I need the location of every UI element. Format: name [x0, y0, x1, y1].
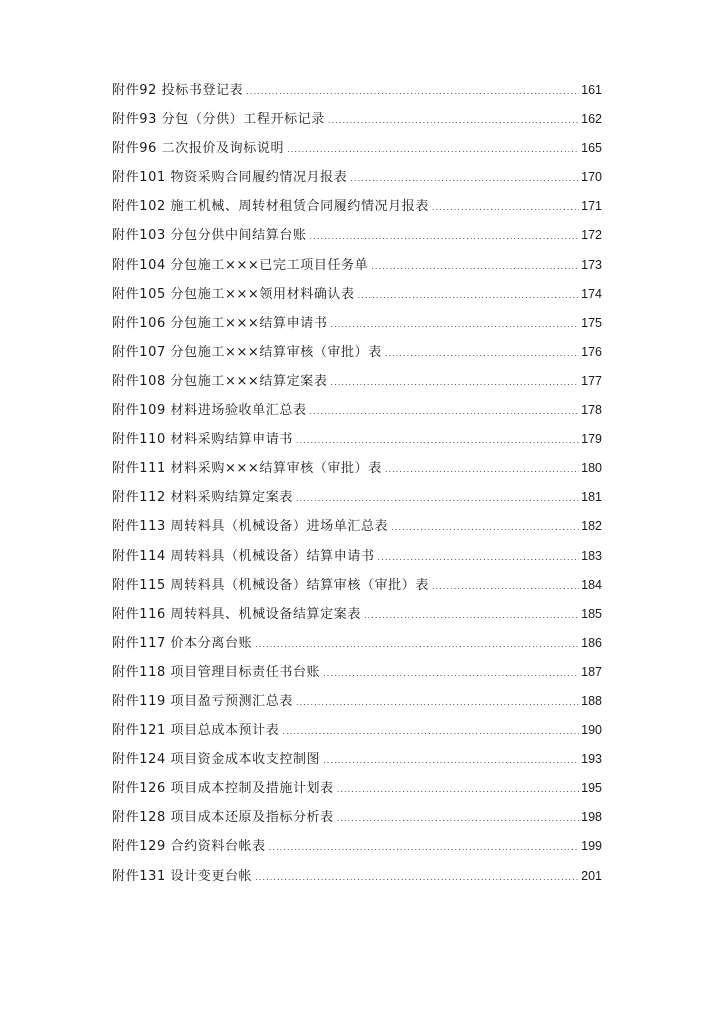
toc-leader-dots [385, 339, 579, 368]
toc-entry-title: 附件113 周转料具（机械设备）进场单汇总表 [112, 519, 389, 535]
toc-entry-title: 附件92 投标书登记表 [112, 83, 244, 98]
toc-entry[interactable] [112, 454, 602, 483]
toc-entry-page: 177 [581, 373, 602, 388]
toc-entry[interactable] [112, 687, 602, 716]
toc-entry[interactable] [112, 309, 602, 338]
toc-entry-page: 201 [581, 868, 602, 883]
toc-entry-page: 185 [581, 606, 602, 621]
toc-leader-dots [310, 397, 580, 426]
toc-entry-page: 162 [581, 112, 602, 127]
toc-entry[interactable] [112, 338, 602, 367]
toc-entry-title: 附件124 项目资金成本收支控制图 [112, 752, 321, 768]
toc-entry-title: 附件118 项目管理目标责任书台账 [112, 664, 321, 680]
toc-entry-title: 附件112 材料采购结算定案表 [112, 490, 293, 506]
toc-entry-title: 附件109 材料进场验收单汇总表 [112, 403, 307, 419]
toc-leader-dots [255, 863, 579, 892]
toc-leader-dots [323, 746, 579, 775]
toc-leader-dots [432, 572, 579, 601]
toc-entry-page: 174 [581, 286, 602, 301]
toc-entry-title: 附件119 项目盈亏预测汇总表 [112, 693, 293, 709]
toc-leader-dots [432, 193, 579, 222]
toc-entry-page: 172 [581, 228, 602, 243]
toc-leader-dots [330, 368, 579, 397]
toc-entry-title: 附件101 物资采购合同履约情况月报表 [112, 170, 348, 186]
toc-entry-page: 165 [581, 141, 602, 156]
toc-leader-dots [328, 106, 579, 135]
toc-entry-page: 195 [581, 781, 602, 796]
toc-entry-title: 附件110 材料采购结算申请书 [112, 432, 293, 448]
toc-leader-dots [330, 310, 579, 339]
toc-entry-page: 180 [581, 461, 602, 476]
toc-entry-title: 附件96 二次报价及询标说明 [112, 141, 285, 157]
toc-leader-dots [246, 77, 579, 106]
toc-entry-page: 173 [581, 257, 602, 272]
toc-entry-page: 183 [581, 548, 602, 563]
toc-entry-page: 181 [581, 490, 602, 505]
toc-entry-title: 附件104 分包施工×××已完工项目任务单 [112, 257, 369, 273]
toc-entry[interactable] [112, 716, 602, 745]
toc-entry-title: 附件111 材料采购×××结算审核（审批）表 [112, 461, 382, 477]
toc-entry[interactable] [112, 862, 602, 891]
toc-entry[interactable] [112, 542, 602, 571]
toc-entry-page: 198 [581, 810, 602, 825]
toc-entry[interactable] [112, 280, 602, 309]
toc-leader-dots [378, 543, 580, 572]
toc-entry-page: 199 [581, 839, 602, 854]
toc-leader-dots [255, 630, 579, 659]
toc-entry-title: 附件126 项目成本控制及措施计划表 [112, 781, 334, 797]
toc-entry-page: 188 [581, 693, 602, 708]
toc-leader-dots [337, 804, 579, 833]
toc-leader-dots [310, 222, 580, 251]
toc-entry-page: 182 [581, 519, 602, 534]
toc-entry-title: 附件93 分包（分供）工程开标记录 [112, 112, 325, 128]
toc-leader-dots [364, 601, 579, 630]
toc-entry[interactable] [112, 745, 602, 774]
toc-entry-page: 190 [581, 723, 602, 738]
toc-entry[interactable] [112, 396, 602, 425]
toc-entry[interactable] [112, 512, 602, 541]
toc-entry-title: 附件108 分包施工×××结算定案表 [112, 373, 328, 389]
toc-leader-dots [287, 135, 579, 164]
toc-entry[interactable] [112, 105, 602, 134]
toc-entry-page: 171 [581, 199, 602, 214]
toc-entry-title: 附件115 周转料具（机械设备）结算审核（审批）表 [112, 577, 429, 593]
toc-entry[interactable] [112, 251, 602, 280]
toc-leader-dots [337, 775, 579, 804]
toc-entry-page: 187 [581, 664, 602, 679]
toc-leader-dots [350, 164, 579, 193]
toc-leader-dots [391, 513, 579, 542]
toc-entry[interactable] [112, 425, 602, 454]
toc-entry[interactable] [112, 571, 602, 600]
toc-leader-dots [371, 252, 579, 281]
toc-entry[interactable] [112, 600, 602, 629]
toc-entry[interactable] [112, 221, 602, 250]
toc-leader-dots [296, 426, 579, 455]
toc-entry[interactable] [112, 134, 602, 163]
toc-entry[interactable] [112, 76, 602, 105]
toc-entry-title: 附件102 施工机械、周转材租赁合同履约情况月报表 [112, 199, 429, 215]
toc-leader-dots [296, 484, 579, 513]
toc-entry[interactable] [112, 832, 602, 861]
toc-entry-title: 附件128 项目成本还原及指标分析表 [112, 810, 334, 826]
toc-entry-page: 176 [581, 344, 602, 359]
toc-entry[interactable] [112, 367, 602, 396]
toc-entry[interactable] [112, 483, 602, 512]
toc-entry[interactable] [112, 192, 602, 221]
toc-entry-page: 170 [581, 170, 602, 185]
toc-entry[interactable] [112, 629, 602, 658]
toc-entry-page: 161 [581, 83, 602, 97]
table-of-contents [112, 76, 602, 891]
toc-entry-page: 186 [581, 635, 602, 650]
toc-entry[interactable] [112, 774, 602, 803]
toc-leader-dots [358, 281, 580, 310]
toc-leader-dots [282, 717, 579, 746]
toc-entry-page: 175 [581, 315, 602, 330]
toc-entry[interactable] [112, 163, 602, 192]
toc-entry-title: 附件121 项目总成本预计表 [112, 723, 280, 739]
toc-entry-title: 附件106 分包施工×××结算申请书 [112, 315, 328, 331]
toc-leader-dots [385, 455, 579, 484]
toc-entry[interactable] [112, 803, 602, 832]
toc-entry-title: 附件117 价本分离台账 [112, 635, 253, 651]
toc-entry-page: 193 [581, 752, 602, 767]
toc-entry-title: 附件131 设计变更台帐 [112, 868, 253, 884]
toc-entry-title: 附件105 分包施工×××领用材料确认表 [112, 286, 355, 302]
toc-entry-title: 附件107 分包施工×××结算审核（审批）表 [112, 344, 382, 360]
toc-entry-title: 附件114 周转料具（机械设备）结算申请书 [112, 548, 375, 564]
toc-entry-page: 179 [581, 432, 602, 447]
toc-entry-page: 178 [581, 403, 602, 418]
toc-entry-title: 附件116 周转料具、机械设备结算定案表 [112, 606, 361, 622]
toc-entry-title: 附件129 合约资料台帐表 [112, 839, 266, 855]
toc-leader-dots [269, 833, 579, 862]
toc-entry-title: 附件103 分包分供中间结算台账 [112, 228, 307, 244]
toc-entry-page: 184 [581, 577, 602, 592]
toc-leader-dots [296, 688, 579, 717]
toc-leader-dots [323, 659, 579, 688]
toc-entry[interactable] [112, 658, 602, 687]
